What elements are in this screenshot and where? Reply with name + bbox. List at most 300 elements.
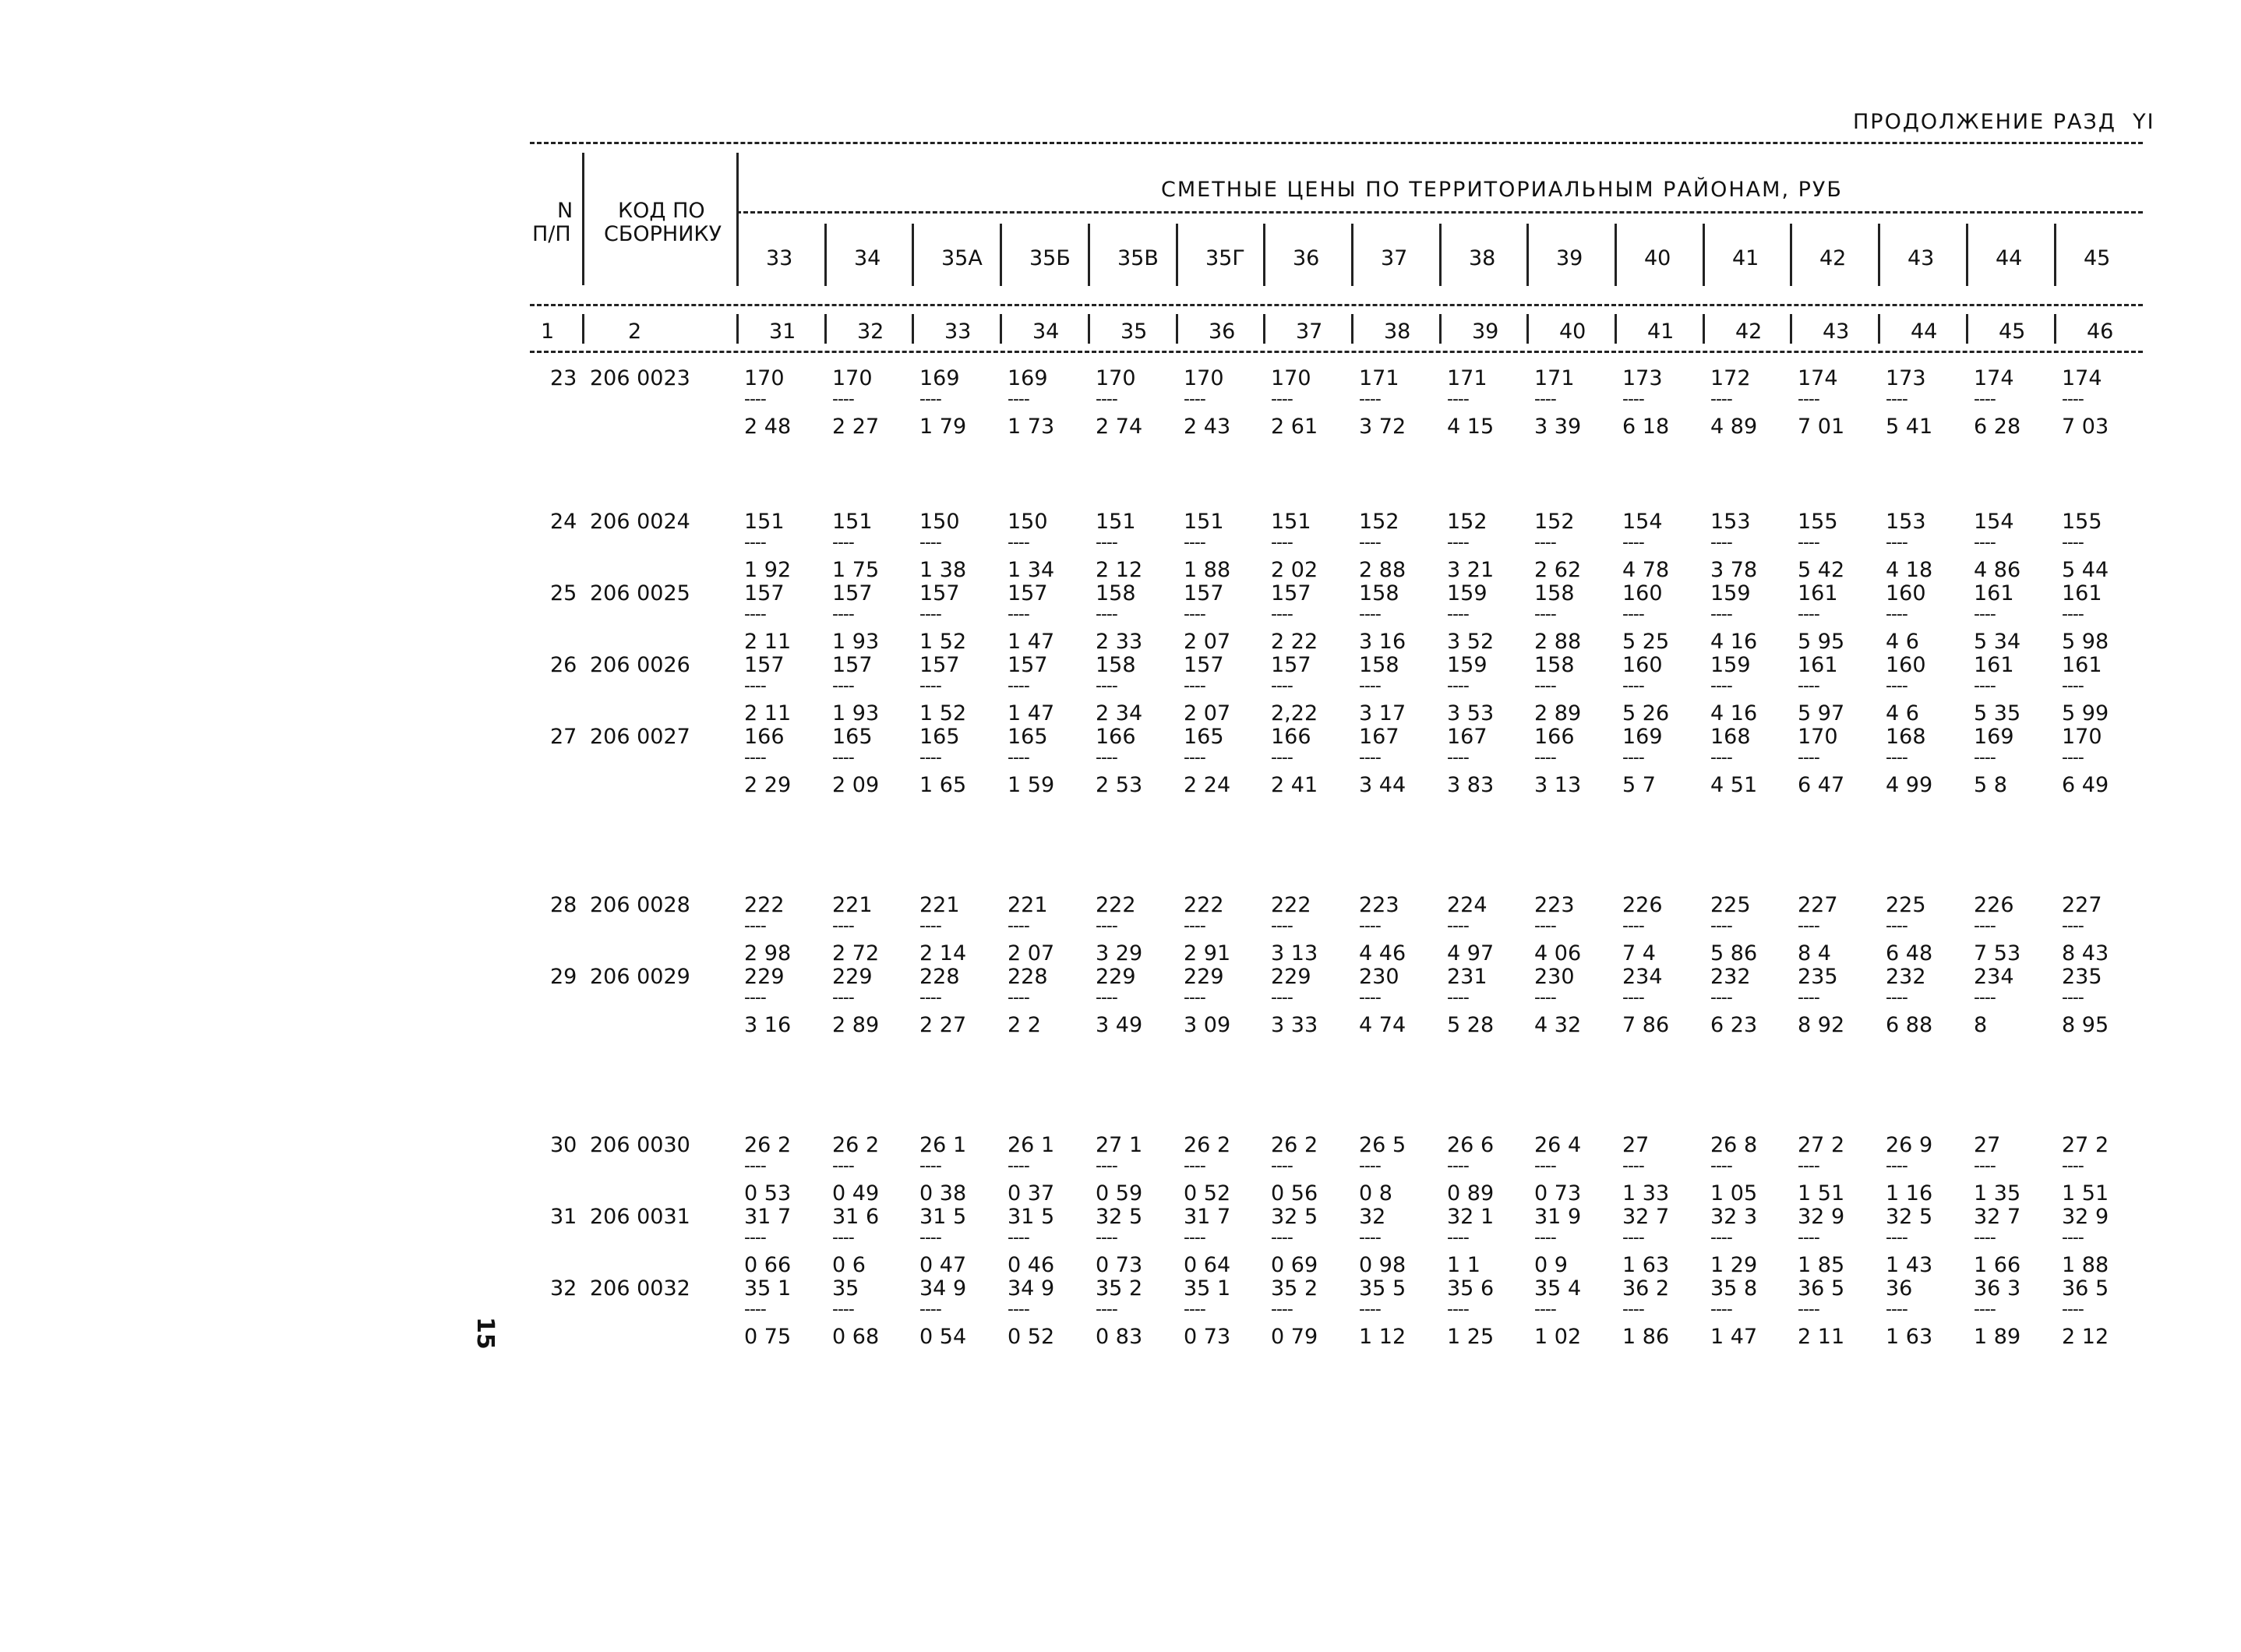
price-numerator: 26 2: [1184, 1133, 1231, 1157]
price-denominator: 1 33: [1622, 1181, 1670, 1205]
fraction-line: ----: [744, 1228, 766, 1248]
price-denominator: 1 43: [1886, 1253, 1933, 1277]
price-denominator: 0 9: [1534, 1253, 1568, 1277]
fraction-line: ----: [832, 1228, 854, 1248]
fraction-line: ----: [2062, 676, 2084, 696]
price-numerator: 158: [1096, 653, 1136, 677]
price-numerator: 165: [1184, 725, 1224, 749]
price-denominator: 0 68: [832, 1325, 880, 1349]
price-numerator: 31 6: [832, 1205, 880, 1229]
price-denominator: 1 05: [1710, 1181, 1758, 1205]
price-denominator: 2 22: [1271, 630, 1318, 654]
price-numerator: 34 9: [919, 1276, 967, 1301]
fraction-line: ----: [1184, 676, 1205, 696]
fraction-line: ----: [1622, 988, 1644, 1008]
price-numerator: 174: [1974, 366, 2014, 390]
price-numerator: 166: [1096, 725, 1136, 749]
fraction-line: ----: [832, 916, 854, 936]
price-numerator: 159: [1447, 581, 1488, 605]
price-numerator: 173: [1622, 366, 1663, 390]
region-header: 44: [1996, 246, 2023, 270]
price-denominator: 3 16: [1359, 630, 1406, 654]
price-denominator: 3 09: [1184, 1013, 1231, 1037]
fraction-line: ----: [1886, 676, 1907, 696]
fraction-line: ----: [2062, 988, 2084, 1008]
price-denominator: 2 41: [1271, 773, 1318, 797]
price-numerator: 35 8: [1710, 1276, 1758, 1301]
price-numerator: 170: [1184, 366, 1224, 390]
region-divider: [1703, 224, 1705, 286]
row-code: 206 0026: [590, 653, 690, 677]
price-numerator: 171: [1447, 366, 1488, 390]
row-number: 30: [550, 1133, 577, 1157]
price-denominator: 0 56: [1271, 1181, 1318, 1205]
row-number: 25: [550, 581, 577, 605]
index-divider: [1703, 314, 1705, 344]
fraction-line: ----: [1974, 1300, 1996, 1319]
region-divider: [1439, 224, 1442, 286]
price-denominator: 5 98: [2062, 630, 2109, 654]
price-denominator: 2 43: [1184, 415, 1231, 439]
region-header: 40: [1644, 246, 1671, 270]
price-numerator: 222: [744, 893, 785, 917]
fraction-line: ----: [1974, 605, 1996, 624]
price-denominator: 2 33: [1096, 630, 1143, 654]
fraction-line: ----: [2062, 1300, 2084, 1319]
price-denominator: 0 69: [1271, 1253, 1318, 1277]
price-denominator: 3 21: [1447, 558, 1495, 582]
price-denominator: 1 47: [1008, 701, 1055, 725]
fraction-line: ----: [1184, 605, 1205, 624]
price-numerator: 158: [1096, 581, 1136, 605]
price-denominator: 3 13: [1271, 941, 1318, 965]
fraction-line: ----: [832, 1300, 854, 1319]
price-numerator: 27 2: [1798, 1133, 1845, 1157]
fraction-line: ----: [1886, 748, 1907, 768]
row-code: 206 0027: [590, 725, 690, 749]
price-numerator: 169: [1008, 366, 1048, 390]
index-cell: 42: [1735, 319, 1763, 344]
price-numerator: 157: [1184, 581, 1224, 605]
row-code: 206 0030: [590, 1133, 690, 1157]
price-denominator: 3 16: [744, 1013, 792, 1037]
fraction-line: ----: [1271, 988, 1293, 1008]
fraction-line: ----: [1622, 1300, 1644, 1319]
fraction-line: ----: [2062, 916, 2084, 936]
price-numerator: 151: [744, 510, 785, 534]
price-numerator: 31 7: [744, 1205, 792, 1229]
fraction-line: ----: [1447, 676, 1469, 696]
price-denominator: 4 86: [1974, 558, 2021, 582]
price-denominator: 8 92: [1798, 1013, 1845, 1037]
price-numerator: 159: [1710, 653, 1751, 677]
price-denominator: 2 48: [744, 415, 792, 439]
index-cell: 35: [1120, 319, 1148, 344]
price-denominator: 5 97: [1798, 701, 1845, 725]
fraction-line: ----: [1974, 988, 1996, 1008]
price-numerator: 26 4: [1534, 1133, 1582, 1157]
price-numerator: 161: [1798, 653, 1838, 677]
col-n-header-1: N: [557, 199, 573, 223]
fraction-line: ----: [1008, 1228, 1029, 1248]
row-code: 206 0025: [590, 581, 690, 605]
price-numerator: 151: [1184, 510, 1224, 534]
fraction-line: ----: [744, 605, 766, 624]
price-numerator: 154: [1974, 510, 2014, 534]
price-denominator: 0 8: [1359, 1181, 1392, 1205]
price-denominator: 5 41: [1886, 415, 1933, 439]
fraction-line: ----: [1886, 1300, 1907, 1319]
fraction-line: ----: [1271, 1156, 1293, 1176]
region-header: 35Г: [1205, 246, 1245, 270]
price-denominator: 0 73: [1534, 1181, 1582, 1205]
index-divider: [1263, 314, 1265, 344]
price-denominator: 2 07: [1184, 630, 1231, 654]
price-denominator: 1 65: [919, 773, 967, 797]
price-denominator: 5 99: [2062, 701, 2109, 725]
index-divider: [1526, 314, 1529, 344]
price-numerator: 234: [1622, 965, 1663, 989]
fraction-line: ----: [744, 676, 766, 696]
index-divider: [736, 314, 739, 344]
price-numerator: 152: [1534, 510, 1575, 534]
price-numerator: 235: [2062, 965, 2102, 989]
price-denominator: 3 72: [1359, 415, 1406, 439]
price-denominator: 7 86: [1622, 1013, 1670, 1037]
price-numerator: 157: [919, 581, 960, 605]
fraction-line: ----: [1184, 916, 1205, 936]
price-numerator: 26 8: [1710, 1133, 1758, 1157]
price-numerator: 160: [1886, 653, 1926, 677]
price-denominator: 8 43: [2062, 941, 2109, 965]
price-numerator: 158: [1359, 653, 1399, 677]
price-denominator: 3 39: [1534, 415, 1582, 439]
price-numerator: 35 2: [1271, 1276, 1318, 1301]
price-denominator: 0 46: [1008, 1253, 1055, 1277]
fraction-line: ----: [1534, 676, 1556, 696]
fraction-line: ----: [832, 1156, 854, 1176]
fraction-line: ----: [1184, 390, 1205, 409]
price-denominator: 4 78: [1622, 558, 1670, 582]
price-denominator: 0 54: [919, 1325, 967, 1349]
fraction-line: ----: [1447, 1300, 1469, 1319]
price-numerator: 31 5: [919, 1205, 967, 1229]
price-denominator: 6 49: [2062, 773, 2109, 797]
price-denominator: 0 79: [1271, 1325, 1318, 1349]
price-numerator: 157: [1271, 581, 1311, 605]
price-numerator: 153: [1886, 510, 1926, 534]
price-numerator: 226: [1974, 893, 2014, 917]
fraction-line: ----: [1271, 676, 1293, 696]
price-denominator: 2 89: [1534, 701, 1582, 725]
price-numerator: 32 5: [1271, 1205, 1318, 1229]
fraction-line: ----: [1096, 676, 1117, 696]
price-denominator: 0 49: [832, 1181, 880, 1205]
price-denominator: 1 1: [1447, 1253, 1480, 1277]
price-denominator: 2 88: [1534, 630, 1582, 654]
index-code: 2: [628, 319, 642, 344]
price-denominator: 0 52: [1184, 1181, 1231, 1205]
fraction-line: ----: [1886, 605, 1907, 624]
price-denominator: 0 38: [919, 1181, 967, 1205]
region-divider: [824, 224, 827, 286]
fraction-line: ----: [1008, 605, 1029, 624]
price-numerator: 167: [1359, 725, 1399, 749]
price-numerator: 174: [2062, 366, 2102, 390]
fraction-line: ----: [1798, 533, 1819, 552]
price-denominator: 5 8: [1974, 773, 2007, 797]
fraction-line: ----: [1710, 533, 1732, 552]
price-denominator: 2 29: [744, 773, 792, 797]
fraction-line: ----: [1534, 390, 1556, 409]
price-denominator: 5 34: [1974, 630, 2021, 654]
fraction-line: ----: [1886, 1156, 1907, 1176]
fraction-line: ----: [1271, 533, 1293, 552]
fraction-line: ----: [1710, 1156, 1732, 1176]
price-numerator: 170: [744, 366, 785, 390]
fraction-line: ----: [1008, 1156, 1029, 1176]
row-number: 23: [550, 366, 577, 390]
fraction-line: ----: [1974, 676, 1996, 696]
fraction-line: ----: [744, 1156, 766, 1176]
index-cell: 44: [1911, 319, 1938, 344]
row-number: 31: [550, 1205, 577, 1229]
fraction-line: ----: [1359, 748, 1381, 768]
price-denominator: 1 47: [1710, 1325, 1758, 1349]
price-denominator: 2 74: [1096, 415, 1143, 439]
price-denominator: 5 35: [1974, 701, 2021, 725]
region-header: 42: [1819, 246, 1847, 270]
fraction-line: ----: [1798, 1156, 1819, 1176]
price-numerator: 26 1: [1008, 1133, 1055, 1157]
price-numerator: 35 4: [1534, 1276, 1582, 1301]
price-denominator: 2 62: [1534, 558, 1582, 582]
price-numerator: 161: [2062, 581, 2102, 605]
fraction-line: ----: [1710, 988, 1732, 1008]
index-divider: [1088, 314, 1090, 344]
region-header: 33: [766, 246, 793, 270]
price-denominator: 1 38: [919, 558, 967, 582]
fraction-line: ----: [1534, 533, 1556, 552]
fraction-line: ----: [1798, 988, 1819, 1008]
price-denominator: 1 25: [1447, 1325, 1495, 1349]
fraction-line: ----: [1359, 390, 1381, 409]
fraction-line: ----: [1447, 916, 1469, 936]
fraction-line: ----: [1710, 605, 1732, 624]
price-numerator: 229: [1271, 965, 1311, 989]
price-numerator: 26 5: [1359, 1133, 1406, 1157]
price-denominator: 2 09: [832, 773, 880, 797]
price-denominator: 0 64: [1184, 1253, 1231, 1277]
price-denominator: 2 02: [1271, 558, 1318, 582]
divider-index-1: [582, 314, 584, 344]
price-numerator: 165: [919, 725, 960, 749]
price-denominator: 1 12: [1359, 1325, 1406, 1349]
row-code: 206 0024: [590, 510, 690, 534]
price-numerator: 225: [1886, 893, 1926, 917]
price-numerator: 157: [744, 653, 785, 677]
price-numerator: 170: [1271, 366, 1311, 390]
index-cell: 32: [857, 319, 884, 344]
price-denominator: 3 29: [1096, 941, 1143, 965]
fraction-line: ----: [832, 748, 854, 768]
fraction-line: ----: [1710, 916, 1732, 936]
fraction-line: ----: [1359, 533, 1381, 552]
fraction-line: ----: [2062, 533, 2084, 552]
fraction-line: ----: [832, 533, 854, 552]
price-denominator: 3 17: [1359, 701, 1406, 725]
fraction-line: ----: [1534, 916, 1556, 936]
index-divider: [2054, 314, 2056, 344]
index-n: 1: [541, 319, 555, 344]
fraction-line: ----: [1008, 916, 1029, 936]
index-divider: [1966, 314, 1968, 344]
price-numerator: 169: [1622, 725, 1663, 749]
fraction-line: ----: [919, 988, 941, 1008]
index-cell: 39: [1472, 319, 1499, 344]
region-header: 35В: [1117, 246, 1159, 270]
price-numerator: 157: [832, 653, 873, 677]
price-denominator: 2 89: [832, 1013, 880, 1037]
region-header: 37: [1381, 246, 1408, 270]
price-numerator: 222: [1271, 893, 1311, 917]
price-numerator: 36: [1886, 1276, 1913, 1301]
price-numerator: 159: [1447, 653, 1488, 677]
region-header: 35А: [941, 246, 983, 270]
price-numerator: 26 2: [744, 1133, 792, 1157]
fraction-line: ----: [1447, 1156, 1469, 1176]
header-bottom-rule: [530, 304, 2143, 306]
fraction-line: ----: [1096, 988, 1117, 1008]
price-denominator: 1 52: [919, 701, 967, 725]
fraction-line: ----: [1798, 390, 1819, 409]
price-denominator: 4 18: [1886, 558, 1933, 582]
price-numerator: 157: [919, 653, 960, 677]
row-number: 26: [550, 653, 577, 677]
index-cell: 33: [944, 319, 972, 344]
region-divider: [1088, 224, 1090, 286]
price-denominator: 3 49: [1096, 1013, 1143, 1037]
price-numerator: 157: [1008, 581, 1048, 605]
fraction-line: ----: [1534, 988, 1556, 1008]
price-denominator: 0 6: [832, 1253, 866, 1277]
price-denominator: 0 73: [1096, 1253, 1143, 1277]
index-divider: [1878, 314, 1880, 344]
index-bottom-rule: [530, 351, 2143, 353]
fraction-line: ----: [1096, 605, 1117, 624]
price-denominator: 3 44: [1359, 773, 1406, 797]
price-numerator: 165: [1008, 725, 1048, 749]
price-numerator: 170: [2062, 725, 2102, 749]
price-denominator: 7 03: [2062, 415, 2109, 439]
price-numerator: 32 9: [2062, 1205, 2109, 1229]
fraction-line: ----: [832, 676, 854, 696]
price-denominator: 5 95: [1798, 630, 1845, 654]
price-numerator: 152: [1359, 510, 1399, 534]
index-divider: [1439, 314, 1442, 344]
fraction-line: ----: [1798, 676, 1819, 696]
price-denominator: 7 4: [1622, 941, 1656, 965]
price-denominator: 1 79: [919, 415, 967, 439]
fraction-line: ----: [1622, 1228, 1644, 1248]
row-code: 206 0032: [590, 1276, 690, 1301]
price-denominator: 6 28: [1974, 415, 2021, 439]
price-numerator: 232: [1710, 965, 1751, 989]
fraction-line: ----: [1622, 605, 1644, 624]
price-numerator: 154: [1622, 510, 1663, 534]
header-mid-rule: [736, 211, 2143, 214]
fraction-line: ----: [832, 988, 854, 1008]
price-numerator: 165: [832, 725, 873, 749]
price-denominator: 1 51: [1798, 1181, 1845, 1205]
region-divider: [1526, 224, 1529, 286]
price-numerator: 36 2: [1622, 1276, 1670, 1301]
index-divider: [1615, 314, 1617, 344]
price-denominator: 2 27: [919, 1013, 967, 1037]
price-numerator: 158: [1534, 581, 1575, 605]
price-denominator: 5 86: [1710, 941, 1758, 965]
top-rule: [530, 142, 2143, 144]
price-denominator: 8 95: [2062, 1013, 2109, 1037]
price-numerator: 36 5: [1798, 1276, 1845, 1301]
fraction-line: ----: [1622, 390, 1644, 409]
region-header: 38: [1469, 246, 1496, 270]
index-cell: 37: [1296, 319, 1323, 344]
price-denominator: 1 66: [1974, 1253, 2021, 1277]
divider-n-code: [582, 153, 584, 285]
price-numerator: 34 9: [1008, 1276, 1055, 1301]
fraction-line: ----: [2062, 1228, 2084, 1248]
fraction-line: ----: [1798, 1300, 1819, 1319]
region-divider: [1966, 224, 1968, 286]
row-code: 206 0028: [590, 893, 690, 917]
price-denominator: 6 47: [1798, 773, 1845, 797]
price-numerator: 150: [919, 510, 960, 534]
fraction-line: ----: [1622, 533, 1644, 552]
price-numerator: 234: [1974, 965, 2014, 989]
price-numerator: 160: [1622, 581, 1663, 605]
price-denominator: 1 89: [1974, 1325, 2021, 1349]
price-denominator: 5 44: [2062, 558, 2109, 582]
price-numerator: 223: [1534, 893, 1575, 917]
price-denominator: 2 14: [919, 941, 967, 965]
price-denominator: 1 88: [1184, 558, 1231, 582]
fraction-line: ----: [919, 1300, 941, 1319]
price-numerator: 36 3: [1974, 1276, 2021, 1301]
price-numerator: 172: [1710, 366, 1751, 390]
price-numerator: 35 6: [1447, 1276, 1495, 1301]
fraction-line: ----: [1184, 748, 1205, 768]
fraction-line: ----: [1447, 988, 1469, 1008]
price-denominator: 0 83: [1096, 1325, 1143, 1349]
price-numerator: 35 1: [744, 1276, 792, 1301]
fraction-line: ----: [1534, 605, 1556, 624]
price-denominator: 3 78: [1710, 558, 1758, 582]
fraction-line: ----: [919, 390, 941, 409]
fraction-line: ----: [1886, 390, 1907, 409]
price-denominator: 5 7: [1622, 773, 1656, 797]
fraction-line: ----: [919, 916, 941, 936]
fraction-line: ----: [1271, 748, 1293, 768]
fraction-line: ----: [919, 605, 941, 624]
price-numerator: 166: [1271, 725, 1311, 749]
fraction-line: ----: [1447, 605, 1469, 624]
price-numerator: 158: [1534, 653, 1575, 677]
price-numerator: 171: [1359, 366, 1399, 390]
price-numerator: 169: [1974, 725, 2014, 749]
price-numerator: 32 9: [1798, 1205, 1845, 1229]
price-numerator: 227: [2062, 893, 2102, 917]
